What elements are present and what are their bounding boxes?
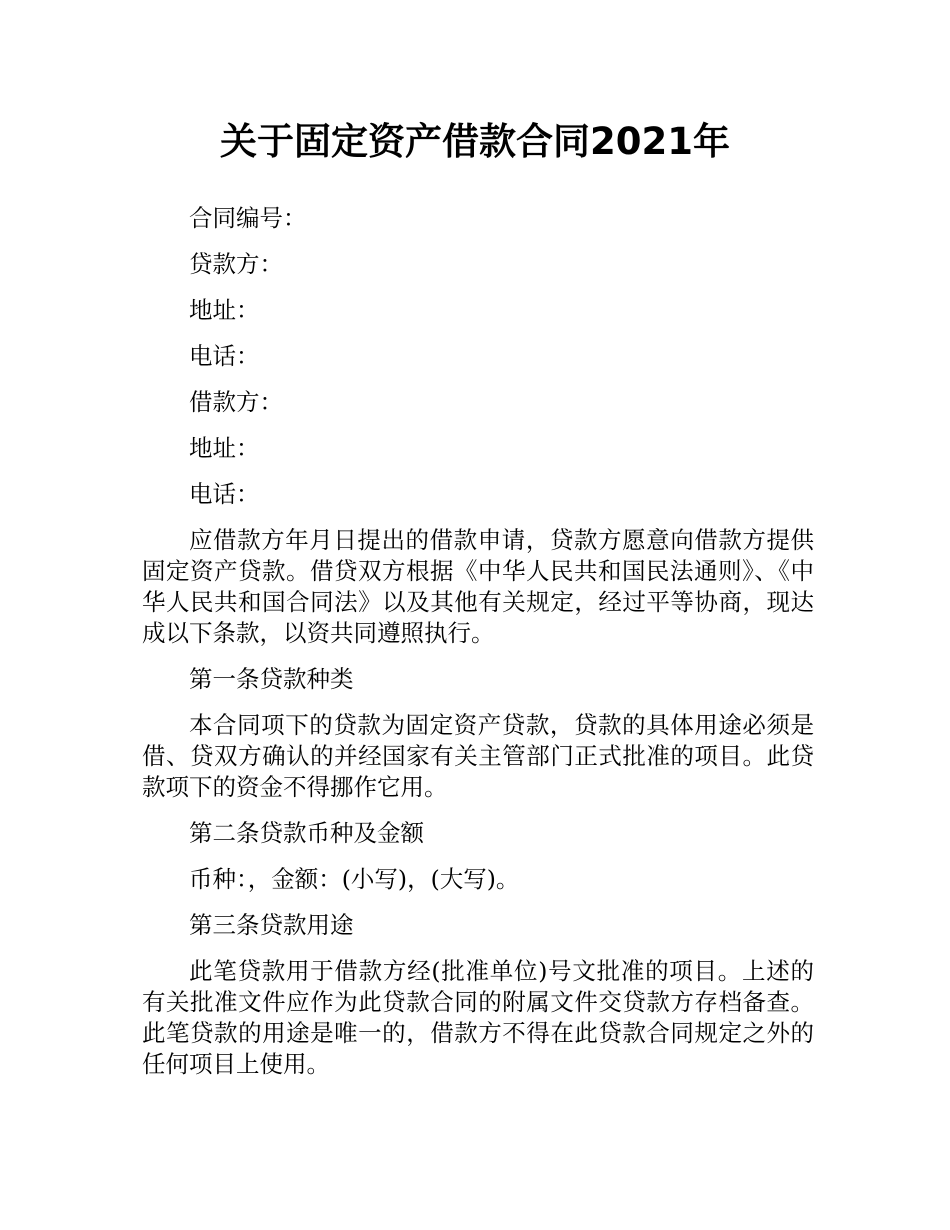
article-3-text: 此笔贷款用于借款方经(批准单位)号文批准的项目。上述的有关批准文件应作为此贷款合同的附属文件交贷款方存档备查。此笔贷款的用途是唯一的，借款方不得在此贷款合同规定之外的任何项目上使用。 [142,957,814,1078]
lender-field: 贷款方： [189,250,283,278]
lender-address-field: 地址： [189,296,260,324]
intro-paragraph: 应借款方年月日提出的借款申请，贷款方愿意向借款方提供固定资产贷款。借贷双方根据《中华人民共和国民法通则》、《中华人民共和国合同法》以及其他有关规定，经过平等协商，现达成以下条款，以资共同遵照执行。 [142,526,814,647]
article-3-heading: 第三条贷款用途 [189,911,354,939]
article-2-text: 币种：，金额：(小写)，(大写)。 [189,865,520,893]
article-1-text: 本合同项下的贷款为固定资产贷款，贷款的具体用途必须是借、贷双方确认的并经国家有关主管部门正式批准的项目。此贷款项下的资金不得挪作它用。 [142,711,814,801]
borrower-address-field: 地址： [189,434,260,462]
borrower-phone-field: 电话： [189,480,260,508]
document-body [142,203,814,1095]
borrower-field: 借款方： [189,388,283,416]
lender-phone-field: 电话： [189,342,260,370]
article-2-heading: 第二条贷款币种及金额 [189,819,424,847]
contract-number-field: 合同编号： [189,204,307,232]
article-1-heading: 第一条贷款种类 [189,665,354,693]
document-title: 关于固定资产借款合同2021年 [220,120,730,163]
